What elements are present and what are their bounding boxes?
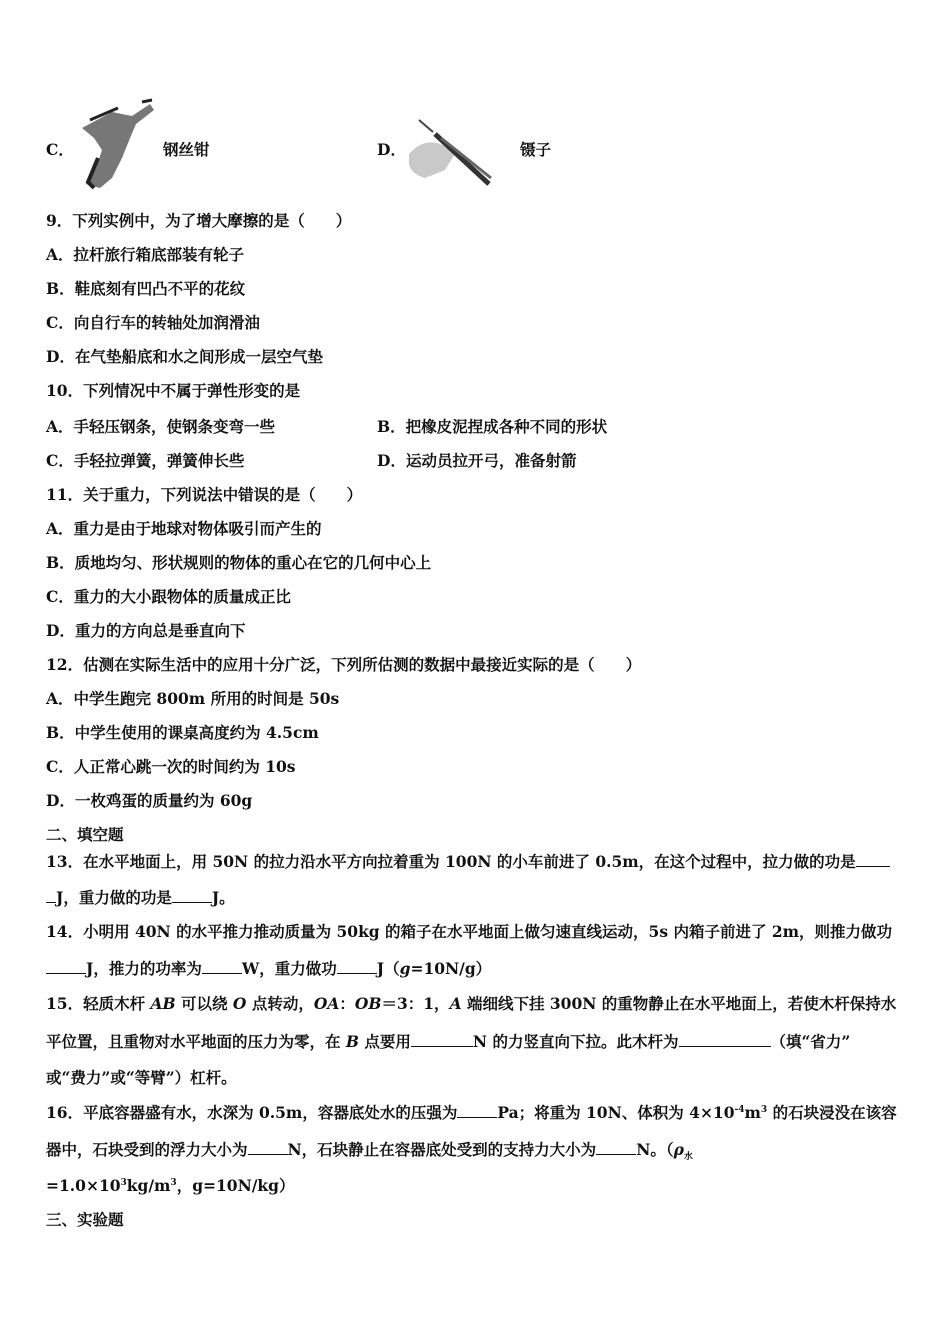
q16-rho-sub: 水 <box>683 1152 693 1163</box>
q16-line3 <box>46 1176 295 1196</box>
q11-option-d: D．重力的方向总是垂直向下 <box>46 621 246 640</box>
q14-blank2 <box>202 958 242 974</box>
q16-blank1 <box>457 1102 497 1118</box>
q9-option-c: C．向自行车的转轴处加润滑油 <box>46 313 260 332</box>
q16-t6: N，石块静止在容器底处受到的支持力大小为 <box>287 1140 597 1159</box>
q14-text4: =10N/g） <box>410 959 492 978</box>
q13-text2: J，重力做的功是 <box>56 888 172 907</box>
q15-t9: N 的力竖直向下拉。此木杆为 <box>472 1032 679 1051</box>
q16-line2 <box>46 1139 693 1163</box>
q14-line2 <box>46 958 491 979</box>
q14-blank3 <box>337 958 377 974</box>
q16-t9: kg/m <box>126 1176 171 1195</box>
q16-t10: ，g=10N/kg） <box>176 1176 295 1195</box>
q15-t10: （填“省力” <box>770 1032 851 1051</box>
q15-line1 <box>46 994 896 1014</box>
wire-pliers-image <box>72 98 158 192</box>
q10-option-c: C．手轻拉弹簧，弹簧伸长些 <box>46 451 245 470</box>
q12-option-d: D．一枚鸡蛋的质量约为 60g <box>46 791 253 810</box>
option-d-label: 镊子 <box>520 140 552 159</box>
q10-option-b: B．把橡皮泥捏成各种不同的形状 <box>377 417 608 436</box>
q16-t3: m <box>744 1103 761 1122</box>
q14-line1: 14．小明用 40N 的水平推力推动质量为 50kg 的箱子在水平地面上做匀速直线运动，5s 内箱子前进了 2m，则推力做功 <box>46 922 893 941</box>
q15-t5: ＝3：1， <box>381 994 450 1013</box>
q13-blank1 <box>856 851 890 867</box>
q15-a: A <box>449 994 462 1013</box>
q16-t4: 的石块浸没在该容 <box>767 1103 897 1122</box>
q15-t6: 端细线下挂 300N 的重物静止在水平地面上，若使木杆保持水 <box>461 994 897 1013</box>
q12-stem: 12．估测在实际生活中的应用十分广泛，下列所估测的数据中最接近实际的是（ ） <box>46 655 642 674</box>
q16-exp3: 3 <box>120 1177 127 1188</box>
option-c-label: 钢丝钳 <box>163 140 210 159</box>
q13-text3: J。 <box>211 888 235 907</box>
q16-exp4: 3 <box>170 1177 177 1188</box>
q9-stem: 9．下列实例中，为了增大摩擦的是（ ） <box>46 211 352 230</box>
q9-option-d: D．在气垫船底和水之间形成一层空气垫 <box>46 347 323 366</box>
option-d-letter: D． <box>377 140 406 159</box>
q16-t1: 16．平底容器盛有水，水深为 0.5m，容器底处水的压强为 <box>46 1103 458 1122</box>
q16-rho: ρ <box>673 1140 684 1159</box>
q16-t7: N。（ <box>636 1140 674 1159</box>
q12-option-c: C．人正常心跳一次的时间约为 10s <box>46 757 296 776</box>
q16-blank2 <box>248 1139 288 1155</box>
q13-blank2 <box>172 887 212 903</box>
q11-stem: 11．关于重力，下列说法中错误的是（ ） <box>46 485 363 504</box>
section-3-heading: 三、实验题 <box>46 1210 124 1229</box>
q13-blank1-cont <box>46 887 56 903</box>
q16-exp2: 3 <box>760 1104 768 1115</box>
q15-o: O <box>232 994 247 1013</box>
q11-option-b: B．质地均匀、形状规则的物体的重心在它的几何中心上 <box>46 553 432 572</box>
q13-line1 <box>46 851 890 872</box>
q14-text1: J，推力的功率为 <box>86 959 202 978</box>
q15-t7: 平位置，且重物对水平地面的压力为零，在 <box>46 1032 346 1051</box>
q13-line2 <box>46 887 235 908</box>
q14-g: g <box>399 959 411 978</box>
q11-option-a: A．重力是由于地球对物体吸引而产生的 <box>46 519 322 538</box>
q15-oa: OA <box>313 994 340 1013</box>
q16-t5: 器中，石块受到的浮力大小为 <box>46 1140 248 1159</box>
q10-option-a: A．手轻压钢条，使钢条变弯一些 <box>46 417 276 436</box>
q10-option-d: D．运动员拉开弓，准备射箭 <box>377 451 577 470</box>
q16-t8: =1.0×10 <box>46 1176 121 1195</box>
q15-blank2 <box>679 1031 771 1047</box>
option-c-letter: C． <box>46 140 74 159</box>
q14-blank1 <box>46 958 86 974</box>
q15-b: B <box>345 1032 360 1051</box>
q15-t1: 15．轻质木杆 <box>46 994 151 1013</box>
q15-ab: AB <box>150 994 176 1013</box>
q10-stem: 10．下列情况中不属于弹性形变的是 <box>46 381 301 400</box>
q9-option-b: B．鞋底刻有凹凸不平的花纹 <box>46 279 246 298</box>
q16-blank3 <box>596 1139 636 1155</box>
q15-ob: OB <box>354 994 382 1013</box>
q15-t8: 点要用 <box>359 1032 411 1051</box>
q16-t2: Pa；将重为 10N、体积为 4×10 <box>497 1103 735 1122</box>
q12-option-a: A．中学生跑完 800m 所用的时间是 50s <box>46 689 340 708</box>
q9-option-a: A．拉杆旅行箱底部装有轮子 <box>46 245 245 264</box>
q12-option-b: B．中学生使用的课桌高度约为 4.5cm <box>46 723 319 742</box>
q15-t2: 可以绕 <box>175 994 233 1013</box>
q15-t3: 点转动， <box>246 994 314 1013</box>
q11-option-c: C．重力的大小跟物体的质量成正比 <box>46 587 291 606</box>
section-2-heading: 二、填空题 <box>46 825 124 844</box>
q14-text2: W，重力做功 <box>241 959 337 978</box>
q15-line3: 或“费力”或“等臂”）杠杆。 <box>46 1068 237 1087</box>
q13-text1: 13．在水平地面上，用 50N 的拉力沿水平方向拉着重为 100N 的小车前进了 0.5m，在这个过程中，拉力做的功是 <box>46 852 856 871</box>
q16-exp1: -4 <box>734 1104 745 1115</box>
q16-line1 <box>46 1102 897 1123</box>
tweezers-image <box>405 114 497 194</box>
q15-t4: ： <box>339 994 355 1013</box>
q14-text3: J（ <box>376 959 400 978</box>
q15-line2 <box>46 1031 850 1052</box>
q15-blank1 <box>411 1031 473 1047</box>
